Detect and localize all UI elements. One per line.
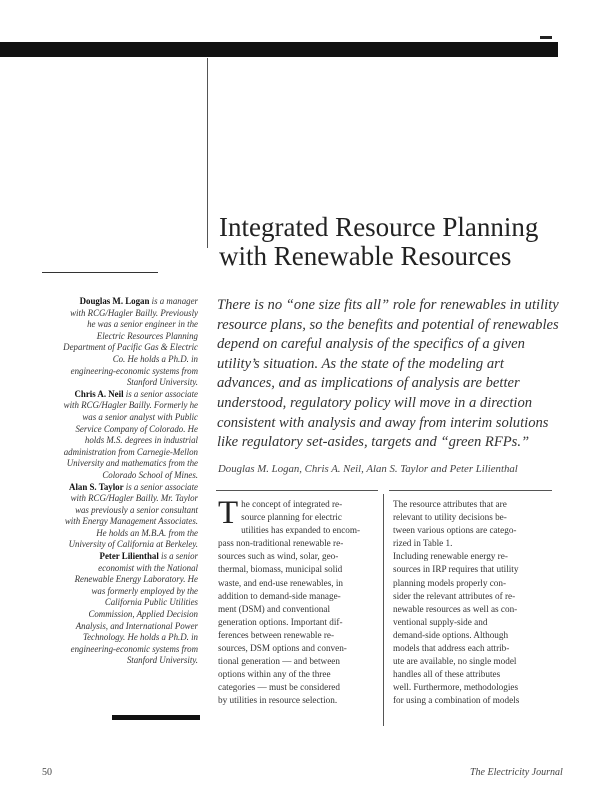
body-line: rized in Table 1. [393,538,453,549]
deck-line: advances, and as implications of analysis are better [217,375,520,392]
body-line: tween various options are catego- [393,525,517,536]
body-line: thermal, biomass, municipal solid [218,564,343,575]
article-deck [217,296,562,453]
deck-line: resource plans, so the benefits and potential of renewables [217,316,559,333]
bio-text: was a senior analyst with Public [82,411,198,422]
bio-line [40,331,198,343]
byline: Douglas M. Logan, Chris A. Neil, Alan S. Taylor and Peter Lilienthal [218,463,518,475]
bio-text: is a senior associate [123,481,198,492]
bio-text: with RCG/Hagler Bailly. Mr. Taylor [70,493,198,504]
body-line: ferences between renewable re- [218,629,335,640]
deck-line: like regulatory set-asides, targets and “green RFPs.” [217,434,530,451]
column-top-rule-left [216,490,378,491]
top-rule-bar [0,42,558,57]
body-line: newable resources as well as con- [393,603,518,614]
body-line: source planning for electric [241,512,342,523]
body-line: pass non-traditional renewable re- [218,538,344,549]
body-line: sources such as wind, solar, geo- [218,551,339,562]
body-column-2 [393,498,553,708]
body-line: ute are available, no single model [393,656,517,667]
bio-line [40,609,198,621]
body-line: by utilities in resource selection. [218,695,338,706]
body-line: sources, DSM options and conven- [218,643,347,654]
body-line: ventional supply-side and [393,616,488,627]
bio-line [40,435,198,447]
bio-line [40,621,198,633]
bio-line [40,377,198,389]
bio-author-name: Alan S. Taylor [69,481,124,492]
bio-text: He holds an M.B.A. from the [96,527,198,538]
body-line: for using a combination of models [393,695,520,706]
body-line: planning models properly con- [393,577,507,588]
title-line: with Renewable Resources [219,241,512,271]
bio-bottom-bar [112,715,200,720]
bio-text: Electric Resources Planning [96,330,198,341]
deck-line: There is no “one size fits all” role for renewables in utility [217,297,559,313]
bio-author-name: Chris A. Neil [74,388,124,399]
bio-text: California Public Utilities [104,597,198,608]
bio-line [40,319,198,331]
body-line: waste, and end-use renewables, in [218,577,344,588]
bio-line [40,644,198,656]
bio-line [40,458,198,470]
bio-line [40,586,198,598]
journal-name: The Electricity Journal [470,767,563,778]
deck-line: utility’s situation. As the state of the modeling art [217,355,504,372]
bio-text: engineering-economic systems from [70,365,198,376]
author-bios [40,296,198,667]
bio-line [40,516,198,528]
bio-line [40,424,198,436]
bio-text: he was a senior engineer in the [87,319,198,330]
body-line: Including renewable energy re- [393,551,508,562]
bio-line [40,528,198,540]
body-line: tional generation — and between [218,656,340,667]
bio-line [40,308,198,320]
page-number: 50 [42,767,52,778]
body-line: utilities has expanded to encom- [241,525,361,536]
body-line: categories — must be considered [218,682,340,693]
article-title [219,213,579,271]
bio-text: Technology. He holds a Ph.D. in [82,632,198,643]
bio-line [40,366,198,378]
bio-line [40,574,198,586]
bio-text: Renewable Energy Laboratory. He [74,574,198,585]
bio-text: Department of Pacific Gas & Electric [63,342,198,353]
bio-line [40,597,198,609]
bio-text: economist with the National [98,562,198,573]
body-line: options within any of the three [218,669,331,680]
body-line: addition to demand-side manage- [218,590,341,601]
bio-text: was formerly employed by the [91,585,198,596]
bio-text: with Energy Management Associates. [64,516,198,527]
column-top-rule-right [389,490,552,491]
corner-mark [540,36,552,39]
bio-text: administration from Carnegie-Mellon [63,446,198,457]
bio-text: is a manager [149,296,198,306]
bio-line [40,342,198,354]
bio-author-name: Peter Lilienthal [99,551,159,562]
bio-text: Commission, Applied Decision [88,609,198,620]
bio-line [40,296,198,308]
body-line: well. Furthermore, methodologies [393,682,519,693]
body-line: sources in IRP requires that utility [393,564,519,575]
bio-text: Analysis, and International Power [75,620,198,631]
title-column-rule [207,58,208,248]
bio-text: is a senior associate [123,388,198,399]
bio-text: is a senior [158,551,198,562]
body-line: handles all of these attributes [393,669,501,680]
bio-text: Stanford University. [126,377,198,388]
body-line: ment (DSM) and conventional [218,603,331,614]
bio-line [40,400,198,412]
bio-line [40,551,198,563]
bio-text: holds M.S. degrees in industrial [84,435,198,446]
bio-line [40,470,198,482]
body-line: relevant to utility decisions be- [393,512,507,523]
bio-author-name: Douglas M. Logan [79,296,150,306]
bio-text: Colorado School of Mines. [102,469,198,480]
bio-text: engineering-economic systems from [70,643,198,654]
bio-line [40,447,198,459]
bio-text: Co. He holds a Ph.D. in [112,353,198,364]
bio-line [40,482,198,494]
column-divider [383,494,384,726]
body-line: he concept of integrated re- [241,499,343,509]
body-line: generation options. Important dif- [218,616,343,627]
body-line: models that address each attrib- [393,643,510,654]
bio-line [40,493,198,505]
bio-line [40,632,198,644]
body-line: The resource attributes that are [393,499,507,509]
bio-top-rule [42,272,158,273]
bio-text: with RCG/Hagler Bailly. Formerly he [63,400,198,411]
bio-text: University and mathematics from the [66,458,198,469]
drop-cap: T [218,495,239,531]
bio-line [40,354,198,366]
bio-text: was previously a senior consultant [75,504,198,515]
deck-line: consistent with analysis and away from interim solutions [217,414,549,431]
bio-line [40,655,198,667]
body-line: sider the relevant attributes of re- [393,590,516,601]
bio-line [40,389,198,401]
deck-line: depend on careful analysis of the specifics of a given [217,336,525,353]
body-line: demand-side options. Although [393,629,509,640]
bio-text: Service Company of Colorado. He [75,423,198,434]
bio-text: University of California at Berkeley. [68,539,198,550]
bio-line [40,539,198,551]
deck-line: understood, regulatory policy will move in a direction [217,394,533,411]
bio-text: with RCG/Hagler Bailly. Previously [70,307,198,318]
title-line: Integrated Resource Planning [219,212,539,242]
bio-line [40,505,198,517]
body-column-1 [218,495,378,708]
bio-line [40,563,198,575]
bio-text: Stanford University. [126,655,198,666]
bio-line [40,412,198,424]
